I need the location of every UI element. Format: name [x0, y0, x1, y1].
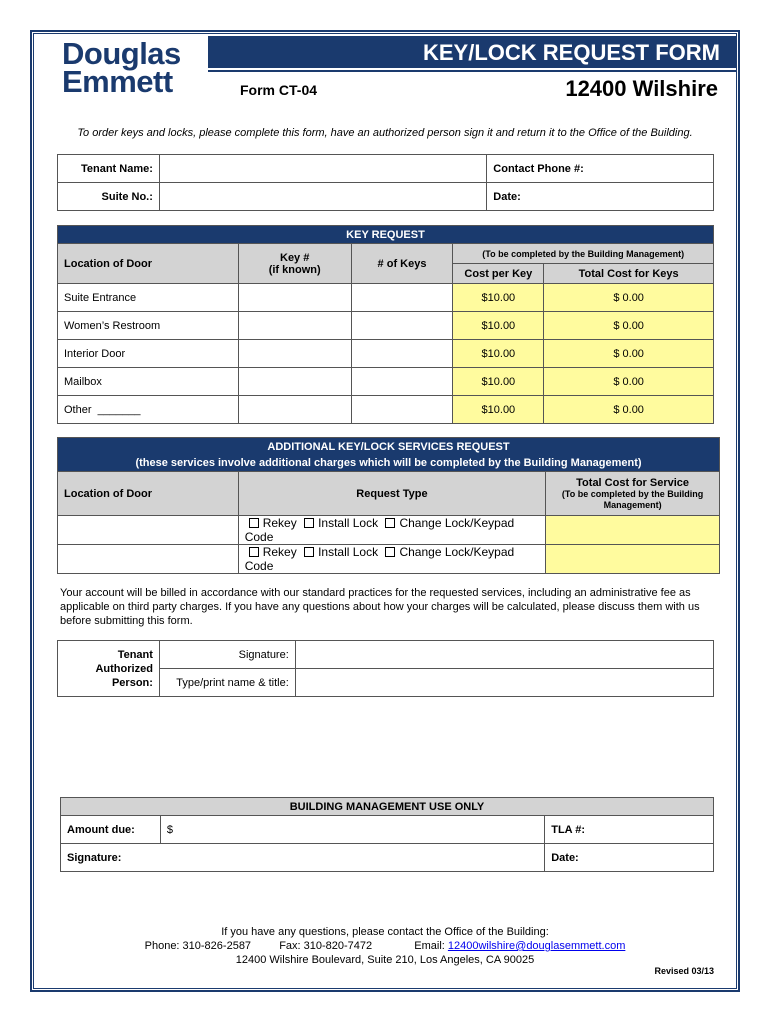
total-cost: $ 0.00 [544, 368, 714, 396]
mgmt-use-table [60, 797, 714, 872]
suite-label: Suite No.: [58, 183, 160, 211]
num-keys-field[interactable] [351, 368, 453, 396]
change-lock-checkbox[interactable]: Change Lock/Keypad Code [244, 516, 515, 544]
total-cost: $ 0.00 [544, 284, 714, 312]
authorized-person-label: Tenant Authorized Person: [58, 641, 160, 697]
form-number: Form CT-04 [240, 82, 318, 98]
col-location: Location of Door [58, 244, 239, 284]
tenant-name-label: Tenant Name: [58, 155, 160, 183]
cost-per-key: $10.00 [453, 340, 544, 368]
header-bar [208, 36, 736, 68]
num-keys-field[interactable] [351, 284, 453, 312]
services-col-request: Request Type [238, 472, 545, 516]
num-keys-field[interactable] [351, 396, 453, 424]
key-request-table [57, 225, 714, 424]
table-row [58, 368, 714, 396]
table-row [58, 284, 714, 312]
name-title-label: Type/print name & title: [159, 669, 295, 697]
services-col-total: Total Cost for Service (To be completed by the Building Management) [546, 472, 720, 516]
row-location: Interior Door [58, 340, 239, 368]
rekey-checkbox[interactable]: Rekey [245, 516, 297, 530]
billing-paragraph: Your account will be billed in accordance with our standard practices for the requested services, including an administrative fee as applicable on third party charges. If you have any questions about how your charges will be calculated, please discuss them with us before submitting this form. [60, 587, 700, 627]
num-keys-field[interactable] [351, 340, 453, 368]
key-number-field[interactable] [238, 396, 351, 424]
mgmt-signature-field[interactable]: Signature: [61, 844, 545, 872]
intro-text: To order keys and locks, please complete this form, have an authorized person sign it and return it to the Office of the Building. [77, 127, 693, 139]
mgmt-date-field[interactable]: Date: [545, 844, 714, 872]
services-col-location: Location of Door [58, 472, 239, 516]
col-key-number: Key # (if known) [238, 244, 351, 284]
footer-contact: If you have any questions, please contact the Office of the Building: Phone: 310-826-2587 Fax: 310-820-7472 Email: 12400wilshire@douglasemmett.com 12400 Wilshire Boulevard, Suite 210, Los Angeles, CA 90025 [144, 926, 626, 966]
service-location-field[interactable] [58, 516, 239, 545]
date-field[interactable]: Date: [487, 183, 714, 211]
header-divider [208, 70, 736, 72]
num-keys-field[interactable] [351, 312, 453, 340]
services-table [57, 437, 720, 574]
table-row [58, 516, 720, 545]
key-number-field[interactable] [238, 340, 351, 368]
tenant-info-table [57, 154, 714, 211]
signature-label: Signature: [159, 641, 295, 669]
row-location: Suite Entrance [58, 284, 239, 312]
total-cost: $ 0.00 [544, 340, 714, 368]
key-number-field[interactable] [238, 368, 351, 396]
service-total-cost [546, 516, 720, 545]
cost-per-key: $10.00 [453, 396, 544, 424]
install-lock-checkbox[interactable]: Install Lock [300, 516, 378, 530]
tenant-name-field[interactable] [159, 155, 486, 183]
install-lock-checkbox[interactable]: Install Lock [300, 545, 378, 559]
change-lock-checkbox[interactable]: Change Lock/Keypad Code [244, 545, 515, 573]
mgmt-note: (To be completed by the Building Management) [453, 244, 714, 264]
signature-field[interactable] [295, 641, 713, 669]
mgmt-use-title: BUILDING MANAGEMENT USE ONLY [61, 798, 714, 816]
row-location: Mailbox [58, 368, 239, 396]
cost-per-key: $10.00 [453, 368, 544, 396]
cost-per-key: $10.00 [453, 284, 544, 312]
col-cost-per-key: Cost per Key [453, 264, 544, 284]
key-number-field[interactable] [238, 284, 351, 312]
authorization-table [57, 640, 714, 697]
request-type-options [238, 516, 545, 545]
service-location-field[interactable] [58, 545, 239, 574]
table-row [58, 312, 714, 340]
total-cost: $ 0.00 [544, 312, 714, 340]
table-row [58, 545, 720, 574]
col-num-keys: # of Keys [351, 244, 453, 284]
douglas-emmett-logo: Douglas Emmett [62, 36, 181, 99]
email-link[interactable]: 12400wilshire@douglasemmett.com [447, 940, 626, 952]
form-title: KEY/LOCK REQUEST FORM [422, 40, 720, 65]
key-request-title: KEY REQUEST [58, 226, 714, 244]
services-title: ADDITIONAL KEY/LOCK SERVICES REQUEST (these services involve additional charges which will be completed by the Building Management) [58, 438, 720, 472]
rekey-checkbox[interactable]: Rekey [245, 545, 297, 559]
table-row [58, 396, 714, 424]
total-cost: $ 0.00 [544, 396, 714, 424]
amount-due-field[interactable]: $ [160, 816, 544, 844]
request-type-options [238, 545, 545, 574]
key-number-field[interactable] [238, 312, 351, 340]
tla-field[interactable]: TLA #: [545, 816, 714, 844]
table-row [58, 340, 714, 368]
form-header [208, 36, 736, 112]
suite-field[interactable] [159, 183, 486, 211]
cost-per-key: $10.00 [453, 312, 544, 340]
contact-phone-field[interactable]: Contact Phone #: [487, 155, 714, 183]
name-title-field[interactable] [295, 669, 713, 697]
revised-date: Revised 03/13 [654, 966, 714, 976]
building-name: 12400 Wilshire [565, 76, 718, 101]
col-total-cost: Total Cost for Keys [544, 264, 714, 284]
row-location[interactable]: Other _______ [58, 396, 239, 424]
row-location: Women’s Restroom [58, 312, 239, 340]
amount-due-label: Amount due: [61, 816, 161, 844]
service-total-cost [546, 545, 720, 574]
